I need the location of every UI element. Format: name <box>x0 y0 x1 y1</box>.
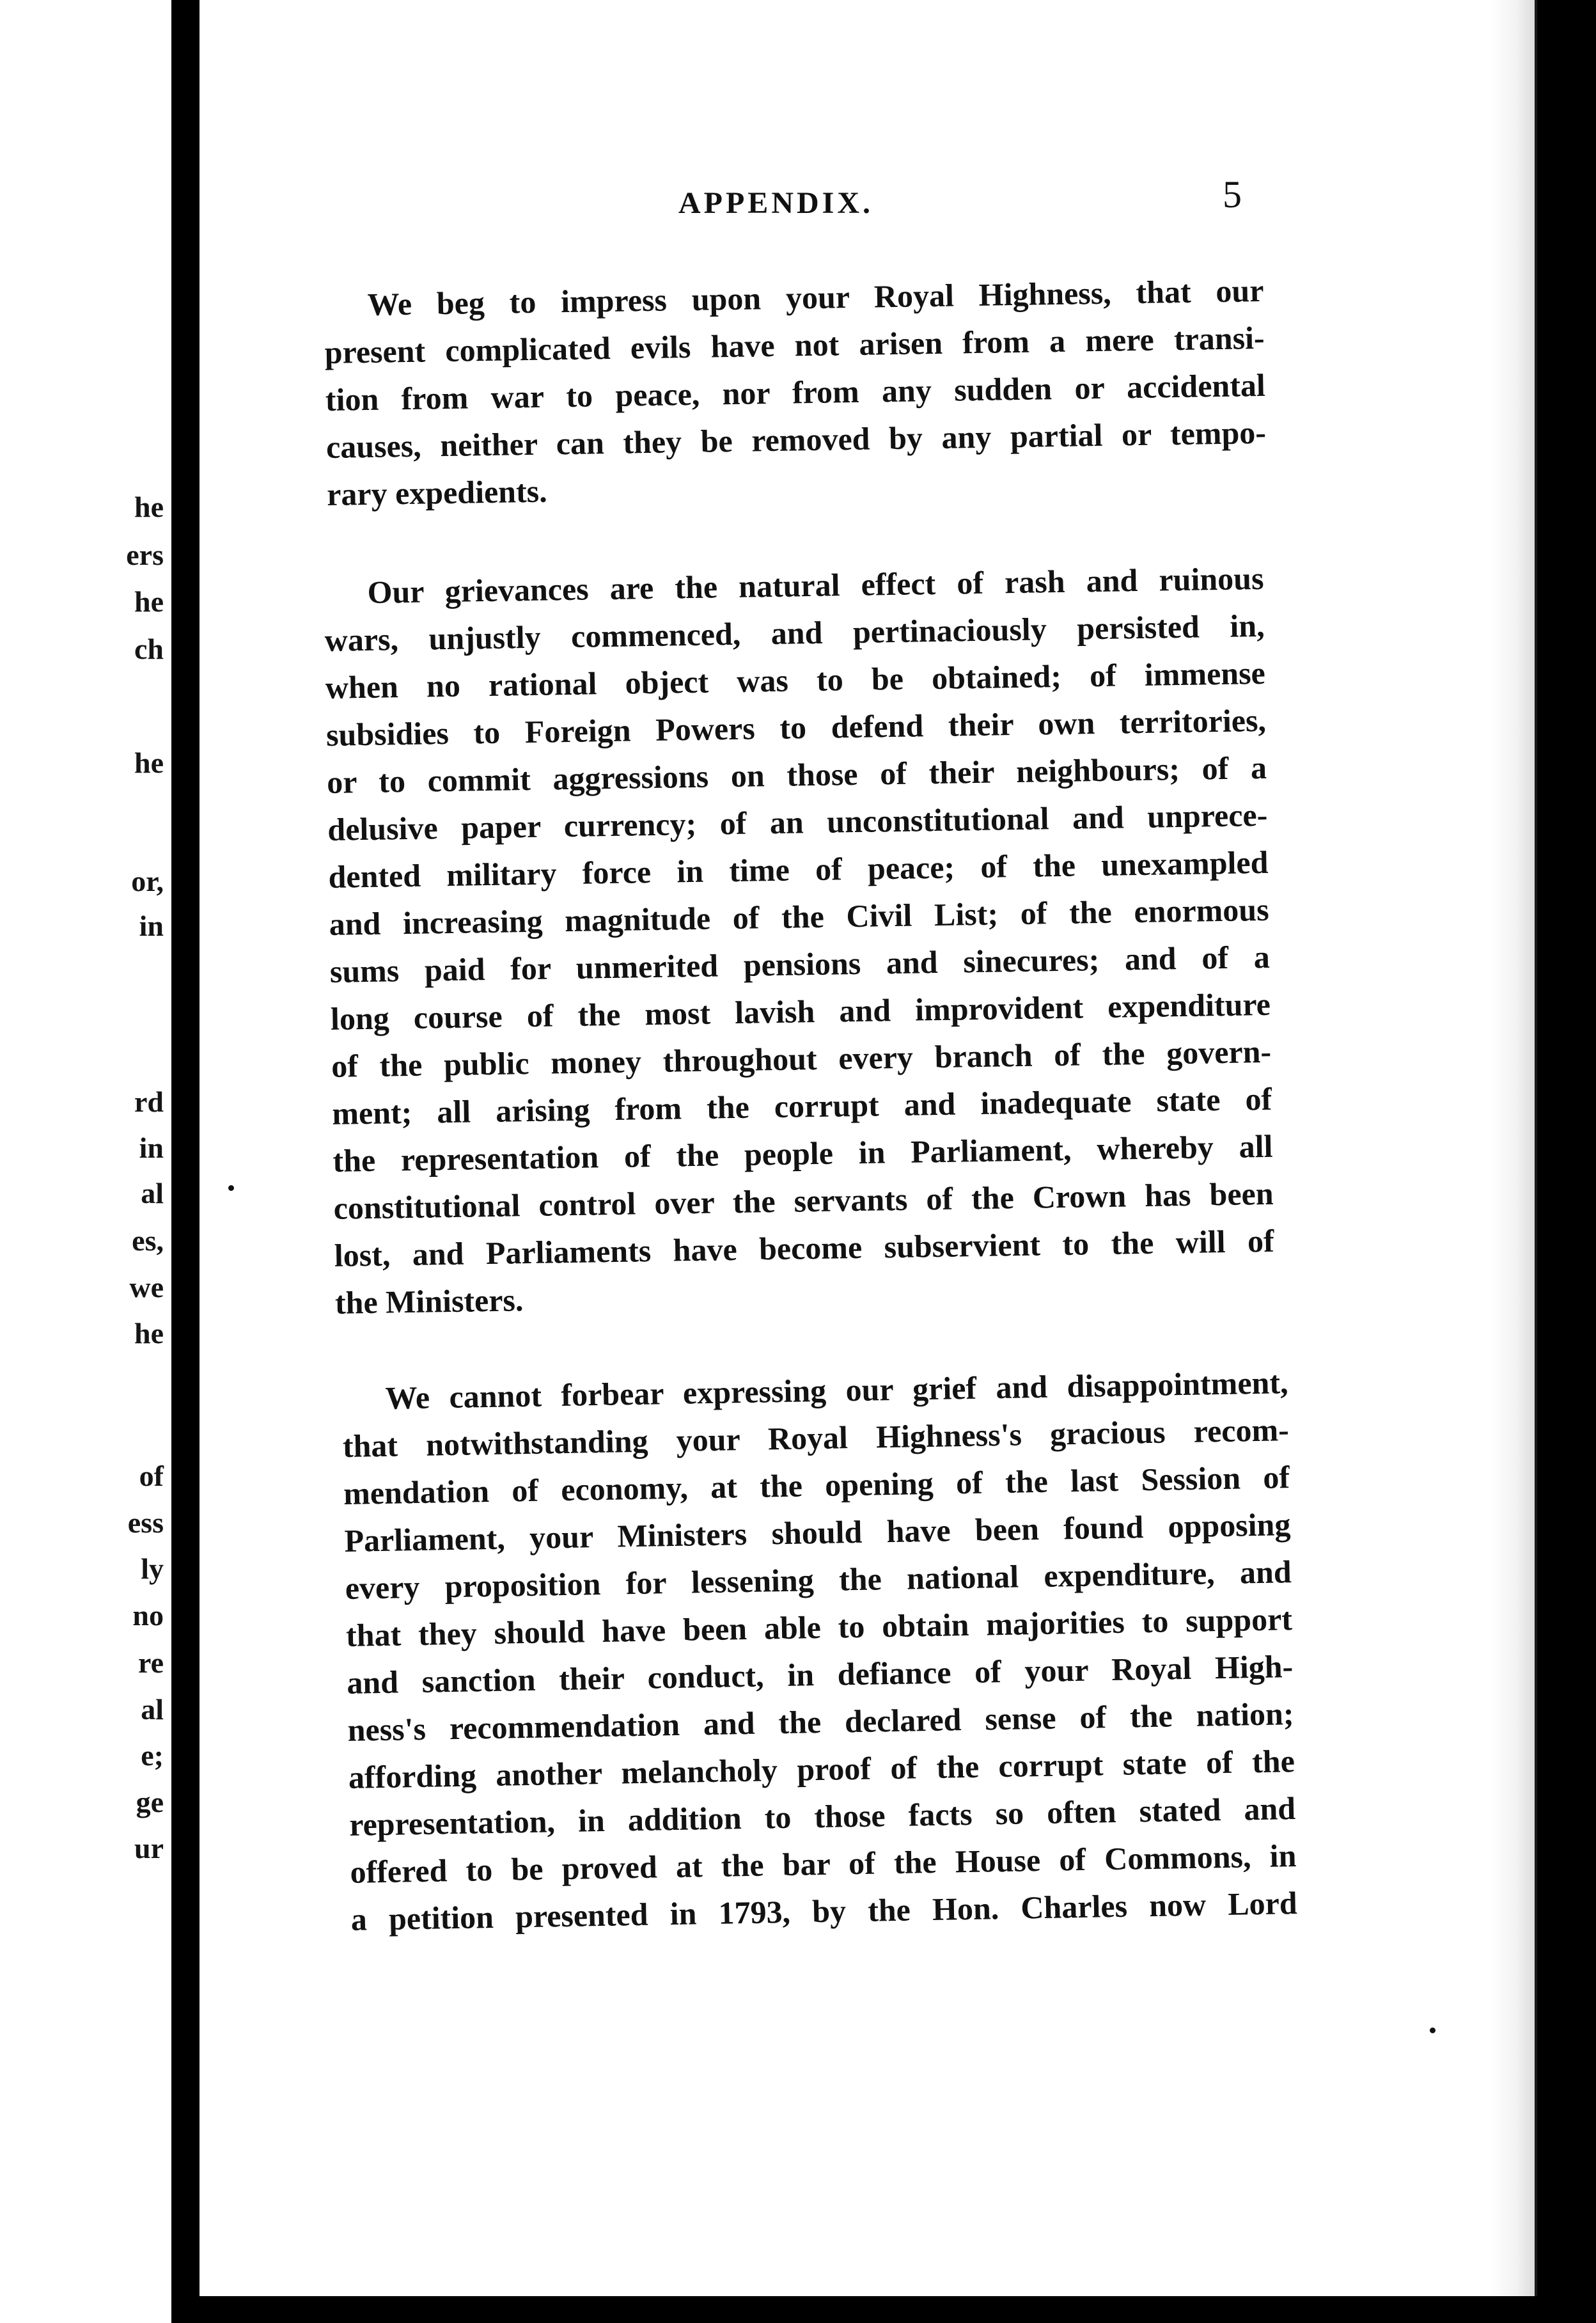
page-edge-shadow <box>1490 0 1535 2296</box>
left-page-fragment: he <box>134 491 164 523</box>
left-page-fragment: ch <box>134 633 164 665</box>
text-line: the representation of the people in Parliament, whereby all <box>332 1128 1273 1179</box>
left-page-fragment: in <box>139 910 164 942</box>
left-page-fragment: es, <box>132 1224 164 1257</box>
text-line: long course of the most lavish and improvident expenditure <box>330 986 1271 1037</box>
ink-speck <box>228 1185 234 1191</box>
left-page-fragment: he <box>134 746 164 779</box>
text-line: delusive paper currency; of an unconstitutional and unprece- <box>327 796 1268 847</box>
left-page-fragment: ur <box>134 1832 164 1864</box>
text-line: tion from war to peace, nor from any sudden or accidental <box>325 366 1266 418</box>
left-page-fragment: al <box>141 1693 164 1726</box>
text-line: mendation of economy, at the opening of the last Session of <box>343 1459 1290 1511</box>
text-line: Our grievances are the natural effect of rash and ruinous <box>367 560 1264 610</box>
left-page-fragment: he <box>134 585 164 618</box>
text-line: We cannot forbear expressing our grief and disappointment, <box>385 1364 1288 1416</box>
text-line: We beg to impress upon your Royal Highness, that our <box>367 272 1264 322</box>
left-page-fragment: rd <box>134 1085 164 1118</box>
text-line: lost, and Parliaments have become subservient to the will of <box>334 1222 1275 1273</box>
left-page-fragment: in <box>139 1131 164 1164</box>
ink-speck <box>1430 2028 1436 2033</box>
left-page-fragment: he <box>134 1317 164 1350</box>
text-line: rary expedients. <box>326 473 548 512</box>
book-gutter <box>171 0 199 2323</box>
left-page-fragment: ge <box>136 1786 164 1818</box>
text-line: ment; all arising from the corrupt and inadequate state of <box>331 1080 1272 1131</box>
text-line: and increasing magnitude of the Civil List; of the enormous <box>329 891 1269 942</box>
left-page-fragment: e; <box>141 1739 164 1772</box>
text-line: or to commit aggressions on those of their neighbours; of a <box>326 749 1267 800</box>
left-page-fragment: al <box>141 1177 164 1209</box>
text-line: present complicated evils have not arisen from a mere transi- <box>324 319 1265 370</box>
text-line: ness's recommendation and the declared sense of the nation; <box>347 1696 1294 1748</box>
text-line: that they should have been able to obtain majorities to support <box>345 1601 1293 1653</box>
text-line: dented military force in time of peace; of the unexampled <box>328 844 1269 895</box>
text-line: representation, in addition to those facts so often stated and <box>348 1790 1296 1843</box>
left-facing-page <box>0 0 171 2323</box>
paragraph-1 <box>324 267 1267 518</box>
text-line: Parliament, your Ministers should have been found opposing <box>344 1506 1291 1559</box>
text-line: when no rational object was to be obtained; of immense <box>325 654 1266 705</box>
page-number: 5 <box>1223 173 1242 216</box>
text-line: of the public money throughout every branch of the govern- <box>331 1033 1272 1084</box>
left-page-fragment: ers <box>126 539 164 571</box>
text-line: subsidies to Foreign Powers to defend their own territories, <box>325 702 1267 753</box>
left-page-fragment: of <box>139 1460 164 1492</box>
left-page-fragment: ess <box>127 1506 164 1539</box>
text-line: and sanction their conduct, in defiance of your Royal High- <box>346 1648 1294 1701</box>
text-line: affording another melancholy proof of the corrupt state of the <box>348 1743 1295 1795</box>
left-page-fragment: no <box>132 1599 164 1632</box>
text-line: wars, unjustly commenced, and pertinaciously persisted in, <box>324 607 1265 658</box>
left-page-fragment: or, <box>131 865 164 897</box>
text-line: constitutional control over the servants of the Crown has been <box>333 1175 1274 1226</box>
text-line: causes, neither can they be removed by any partial or tempo- <box>325 414 1267 465</box>
text-line: sums paid for unmerited pensions and sinecures; and of a <box>329 938 1271 989</box>
left-page-fragment: we <box>129 1271 164 1303</box>
text-line: offered to be proved at the bar of the House of Commons, in <box>350 1838 1297 1890</box>
text-line: a petition presented in 1793, by the Hon. Charles now Lord <box>350 1885 1298 1937</box>
left-page-fragment: re <box>137 1646 164 1679</box>
paragraph-2 <box>324 555 1275 1327</box>
text-line: every proposition for lessening the national expenditure, and <box>345 1554 1292 1606</box>
text-line: that notwithstanding your Royal Highness's gracious recom- <box>342 1412 1290 1464</box>
left-page-fragment: ly <box>141 1552 164 1585</box>
paragraph-3 <box>341 1358 1297 1943</box>
running-head: APPENDIX. <box>678 186 873 220</box>
text-line: the Ministers. <box>334 1282 524 1321</box>
scan-border <box>1537 0 1596 2323</box>
